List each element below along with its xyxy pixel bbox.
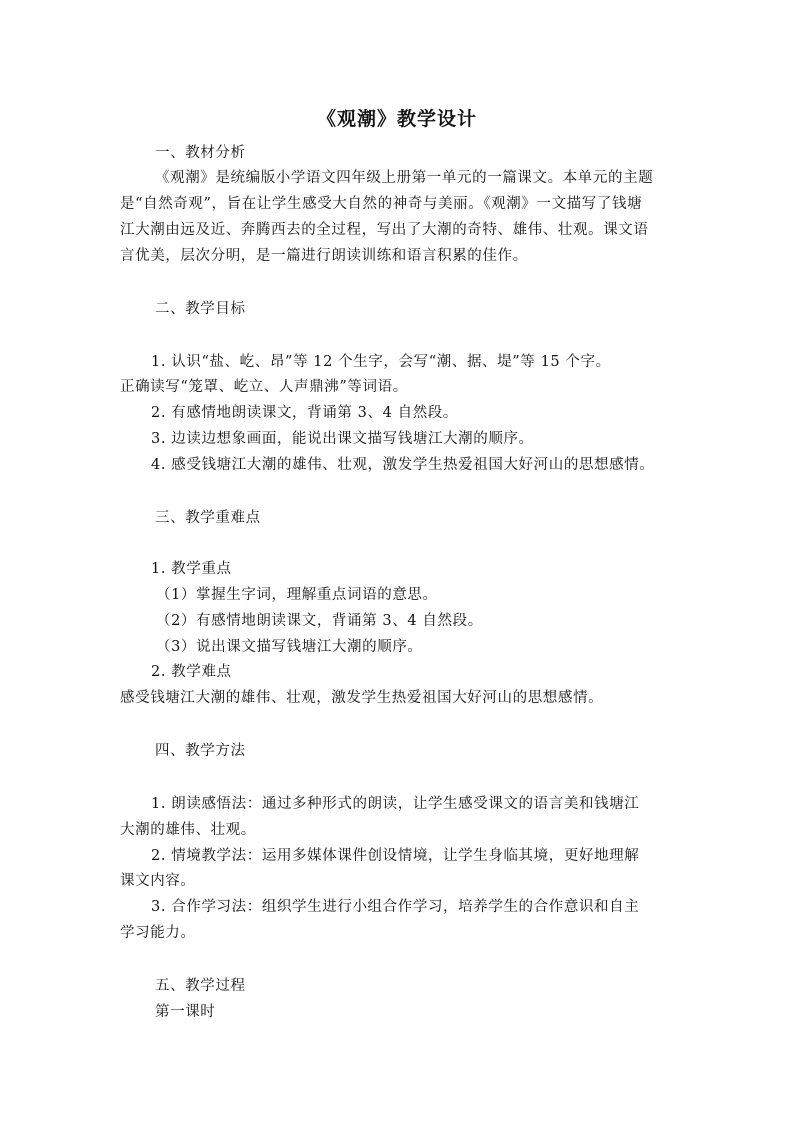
paragraph-line: 是“自然奇观”，旨在让学生感受大自然的神奇与美丽。《观潮》一文描写了钱塘 bbox=[120, 196, 643, 212]
objective-item: 4. 感受钱塘江大潮的雄伟、壮观，激发学生热爱祖国大好河山的思想感情。 bbox=[151, 457, 655, 473]
key-point-item: （3）说出课文描写钱塘江大潮的顺序。 bbox=[156, 639, 423, 655]
key-point-item: （1）掌握生字词，理解重点词语的意思。 bbox=[156, 587, 438, 603]
difficulty-text: 感受钱塘江大潮的雄伟、壮观，激发学生热爱祖国大好河山的思想感情。 bbox=[120, 690, 604, 706]
section-heading-objectives: 二、教学目标 bbox=[155, 301, 246, 317]
section-heading-key-points: 三、教学重难点 bbox=[155, 510, 261, 526]
method-item-continuation: 课文内容。 bbox=[120, 873, 196, 889]
method-item: 1. 朗读感悟法：通过多种形式的朗读，让学生感受课文的语言美和钱塘江 bbox=[151, 796, 640, 812]
subheading-difficulty: 2. 教学难点 bbox=[151, 664, 232, 680]
method-item-continuation: 学习能力。 bbox=[120, 925, 196, 941]
method-item-continuation: 大潮的雄伟、壮观。 bbox=[120, 822, 256, 838]
subheading-key-point: 1. 教学重点 bbox=[151, 561, 232, 577]
document-title: 《观潮》教学设计 bbox=[316, 108, 477, 130]
section-heading-process: 五、教学过程 bbox=[155, 978, 246, 994]
objective-item: 1. 认识“盐、屹、昂”等 12 个生字，会写“潮、据、堤”等 15 个字。 bbox=[151, 354, 611, 370]
objective-item-continuation: 正确读写“笼罩、屹立、人声鼎沸”等词语。 bbox=[120, 379, 408, 395]
method-item: 2. 情境教学法：运用多媒体课件创设情境，让学生身临其境，更好地理解 bbox=[151, 848, 640, 864]
objective-item: 2. 有感情地朗读课文，背诵第 3、4 自然段。 bbox=[151, 405, 459, 421]
paragraph-line: 《观潮》是统编版小学语文四年级上册第一单元的一篇课文。本单元的主题 bbox=[155, 170, 654, 186]
key-point-item: （2）有感情地朗读课文，背诵第 3、4 自然段。 bbox=[156, 613, 483, 629]
paragraph-line: 言优美，层次分明，是一篇进行朗读训练和语言积累的佳作。 bbox=[120, 248, 528, 264]
lesson-period-label: 第一课时 bbox=[155, 1004, 216, 1020]
section-heading-analysis: 一、教材分析 bbox=[155, 145, 246, 161]
section-heading-methods: 四、教学方法 bbox=[155, 743, 246, 759]
paragraph-line: 江大潮由远及近、奔腾西去的全过程，写出了大潮的奇特、雄伟、壮观。课文语 bbox=[120, 222, 649, 238]
objective-item: 3. 边读边想象画面，能说出课文描写钱塘江大潮的顺序。 bbox=[151, 431, 534, 447]
method-item: 3. 合作学习法：组织学生进行小组合作学习，培养学生的合作意识和自主 bbox=[151, 899, 640, 915]
